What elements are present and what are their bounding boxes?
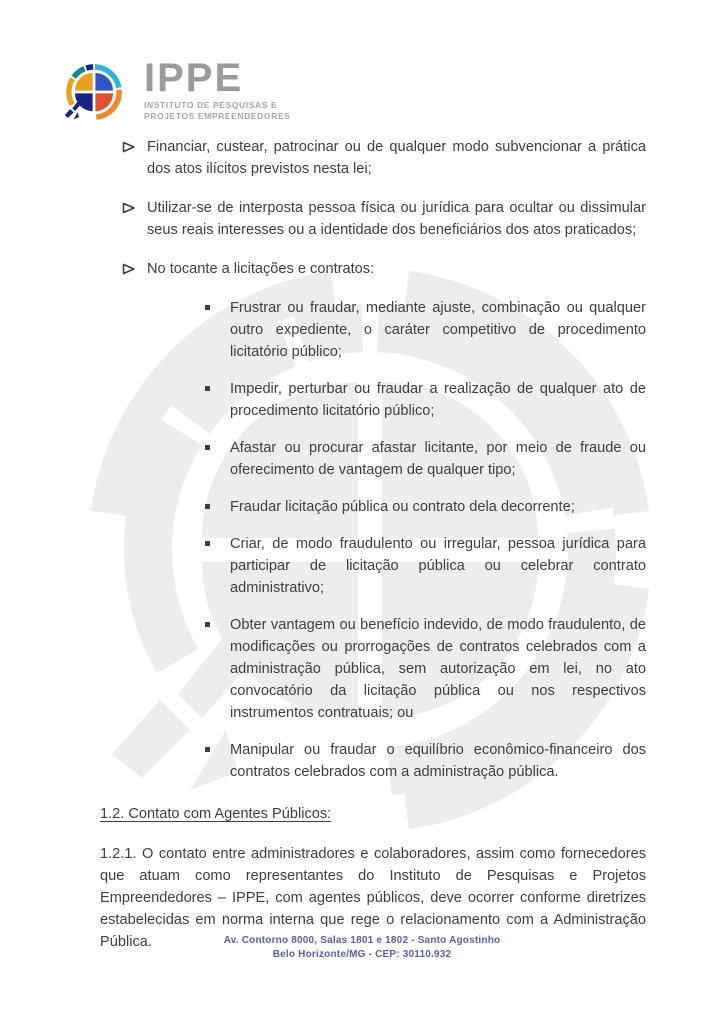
footer-address-line1: Av. Contorno 8000, Salas 1801 e 1802 - Santo Agostinho: [223, 935, 501, 946]
list-item: [147, 614, 646, 724]
square-bullet-icon: [205, 747, 210, 752]
document-body: [100, 136, 646, 953]
brand-text: [144, 58, 290, 121]
brand-subtitle-line2: PROJETOS EMPREENDEDORES: [144, 110, 291, 121]
list-item: [100, 258, 646, 783]
arrowhead-bullet-icon: [122, 141, 136, 153]
footer-address-line2: Belo Horizonte/MG - CEP: 30110.932: [272, 949, 452, 960]
list-item: [100, 197, 646, 241]
brand-subtitle-line1: INSTITUTO DE PESQUISAS E: [144, 100, 278, 110]
licitation-sublist: [147, 297, 646, 783]
prohibition-list: [100, 136, 646, 783]
square-bullet-icon: [205, 305, 210, 310]
brand-subtitle: [144, 100, 290, 121]
brand-name: IPPE: [144, 56, 244, 100]
square-bullet-icon: [205, 504, 210, 509]
list-item: [147, 437, 646, 481]
list-item: [147, 297, 646, 363]
footer-address: [0, 934, 724, 962]
list-item-text: Financiar, custear, patrocinar ou de qualquer modo subvencionar a prática dos atos ilícitos previstos nesta lei;: [147, 139, 646, 177]
list-item: [147, 533, 646, 599]
list-item: [100, 136, 646, 180]
brand-header: [60, 58, 290, 126]
list-item-text: Frustrar ou fraudar, mediante ajuste, combinação ou qualquer outro expediente, o caráter competitivo de procedimento licitatório público;: [230, 300, 646, 360]
list-item: [147, 496, 646, 518]
section-heading: 1.2. Contato com Agentes Públicos:: [100, 806, 332, 822]
list-item-text: No tocante a licitações e contratos:: [147, 261, 375, 277]
ippe-logo-icon: [60, 58, 128, 126]
list-item-text: Obter vantagem ou benefício indevido, de modo fraudulento, de modificações ou prorrogações de contratos celebrados com a administração pública, sem autorização em lei, no ato convocatório da licitação pública ou nos respectivos instrumentos contratuais; ou: [230, 617, 646, 721]
square-bullet-icon: [205, 541, 210, 546]
list-item: [147, 739, 646, 783]
list-item-text: Fraudar licitação pública ou contrato dela decorrente;: [230, 499, 575, 515]
list-item: [147, 378, 646, 422]
square-bullet-icon: [205, 386, 210, 391]
paragraph-1-2-1: 1.2.1. O contato entre administradores e colaboradores, assim como fornecedores que atuam como representantes do Instituto de Pesquisas e Projetos Empreendedores – IPPE, com agentes públicos, deve ocorrer conforme diretrizes estabelecidas em norma interna que rege o relacionamento com a Administração Pública.: [100, 846, 646, 950]
list-item-text: Criar, de modo fraudulento ou irregular, pessoa jurídica para participar de licitação pública ou celebrar contrato administrativo;: [230, 536, 646, 596]
list-item-text: Manipular ou fraudar o equilíbrio econômico-financeiro dos contratos celebrados com a administração pública.: [230, 742, 646, 780]
arrowhead-bullet-icon: [122, 202, 136, 214]
list-item-text: Utilizar-se de interposta pessoa física ou jurídica para ocultar ou dissimular seus reais interesses ou a identidade dos beneficiários dos atos praticados;: [147, 200, 646, 238]
list-item-text: Impedir, perturbar ou fraudar a realização de qualquer ato de procedimento licitatório público;: [230, 381, 646, 419]
square-bullet-icon: [205, 445, 210, 450]
square-bullet-icon: [205, 622, 210, 627]
list-item-text: Afastar ou procurar afastar licitante, por meio de fraude ou oferecimento de vantagem de qualquer tipo;: [230, 440, 646, 478]
arrowhead-bullet-icon: [122, 263, 136, 275]
